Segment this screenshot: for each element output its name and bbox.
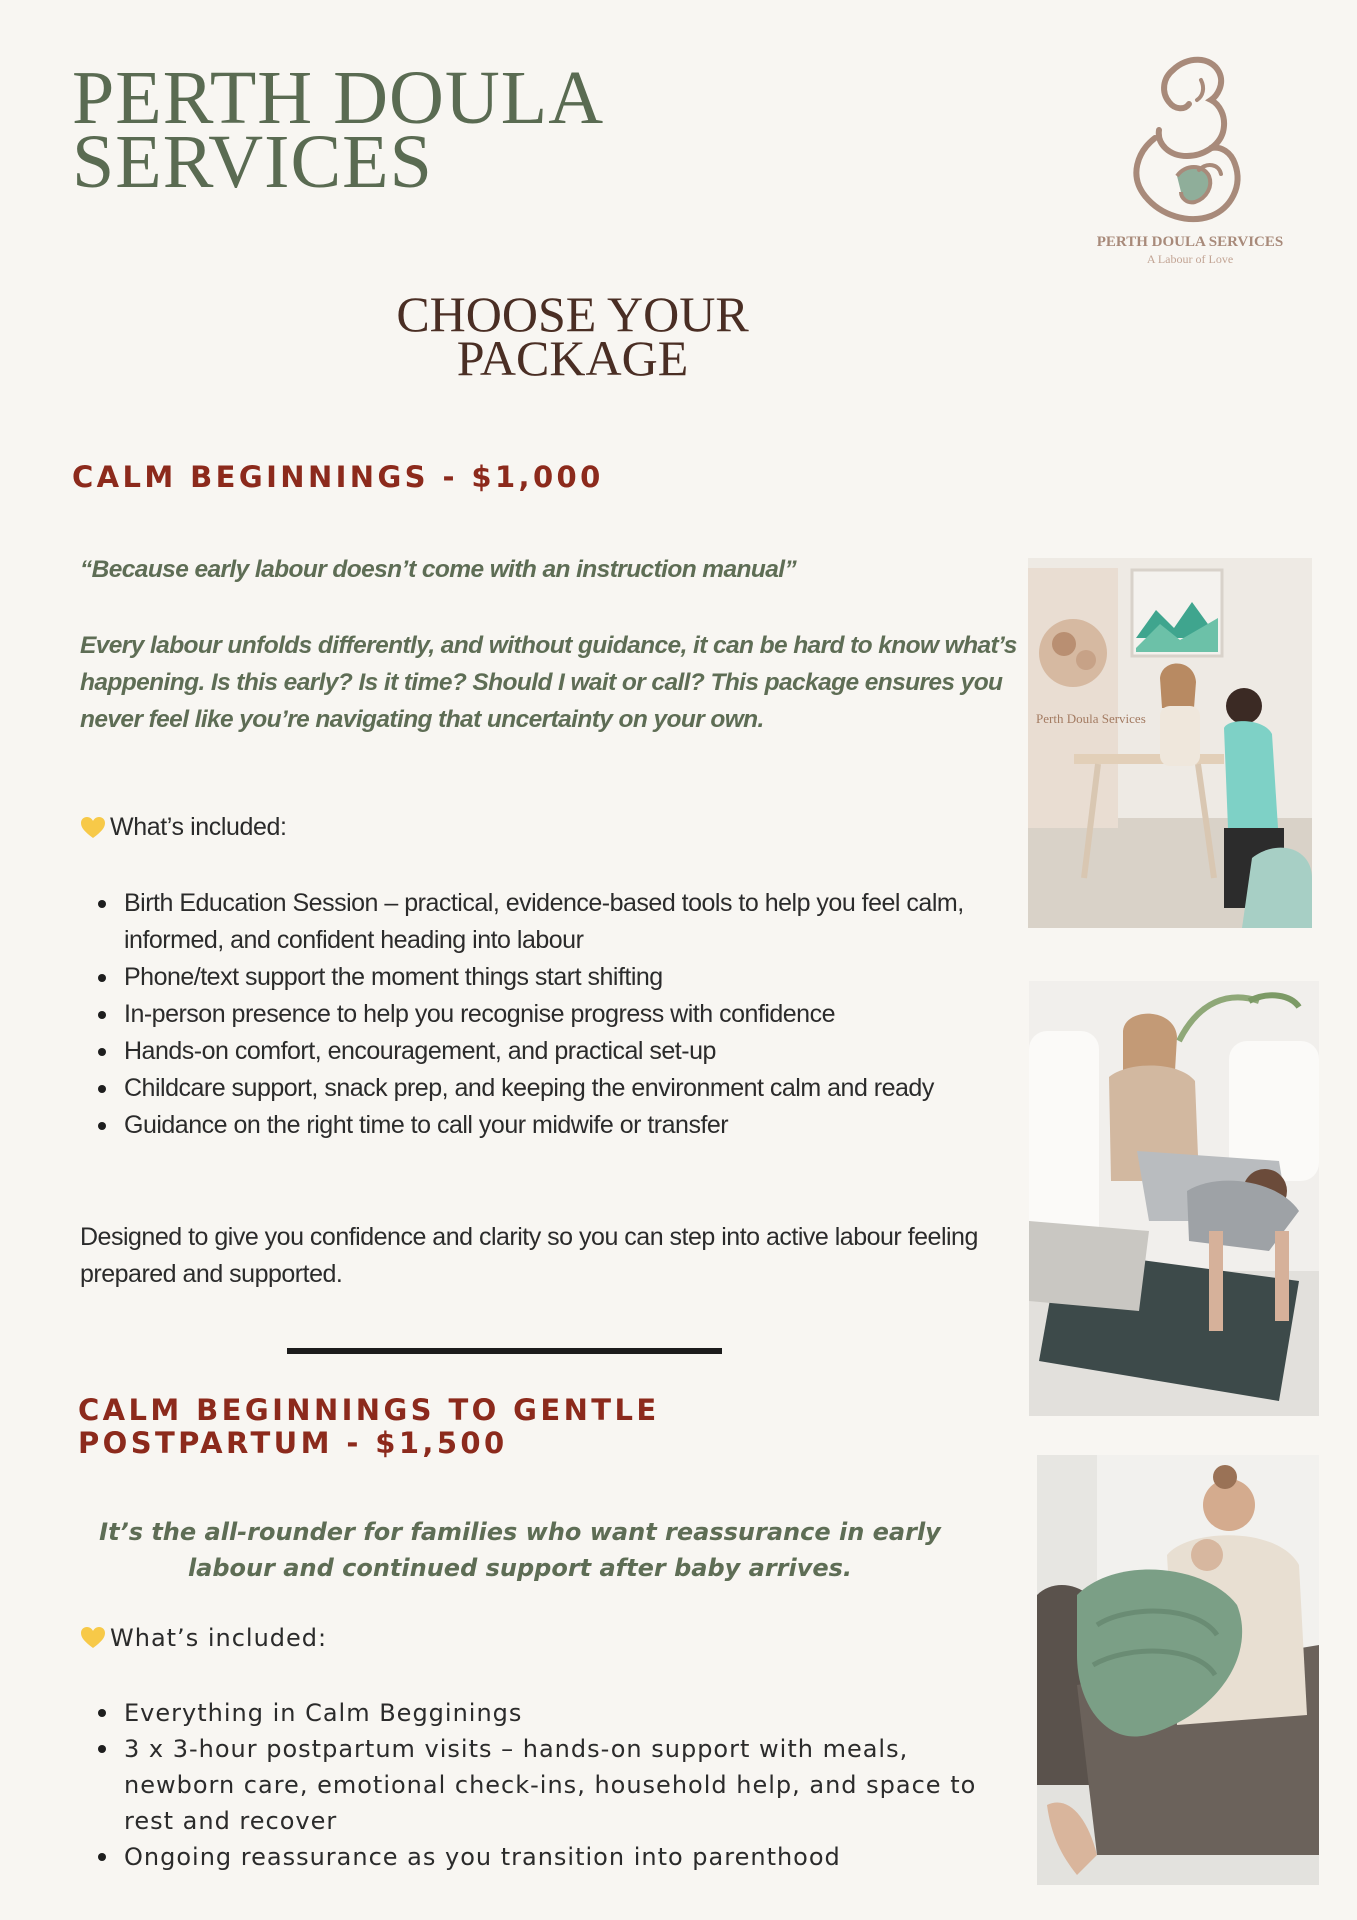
package1-heading: CALM BEGINNINGS - $1,000 [72,460,604,494]
photo-consultation [1028,558,1312,928]
list-item: Childcare support, snack prep, and keeping the environment calm and ready [80,1070,1020,1107]
package1-included-label: What’s included: [110,813,287,841]
package1-closing: Designed to give you confidence and clarity so you can step into active labour feeling prepared and supported. [80,1223,978,1288]
yellow-heart-icon [80,1625,106,1651]
list-item: Phone/text support the moment things start shifting [80,959,1020,996]
brand-title-line2: SERVICES [72,120,433,204]
brand-title-line1: PERTH DOULA [72,56,605,140]
mother-and-baby-icon [1115,52,1265,232]
package2-heading-line1: CALM BEGINNINGS TO GENTLE [78,1393,660,1427]
list-item: Everything in Calm Begginings [80,1695,980,1731]
photo-sign-text: Perth Doula Services [1036,711,1146,726]
package2-heading [78,1394,660,1460]
package1-included [80,813,287,842]
photo-labour-support [1029,981,1319,1416]
package1-list [80,885,1020,1144]
list-item: Guidance on the right time to call your midwife or transfer [80,1107,1020,1144]
page-heading-line2: PACKAGE [456,330,689,386]
page-heading-line1: CHOOSE YOUR [396,286,749,342]
package2-quote: It’s the all-rounder for families who want reassurance in early labour and continued support after baby arrives. [99,1518,941,1582]
page-heading [300,286,845,386]
package2-heading-line2: POSTPARTUM - $1,500 [78,1426,508,1460]
photo-postpartum [1037,1455,1319,1885]
package1-quote: “Because early labour doesn’t come with an instruction manual” [80,556,797,583]
list-item: In-person presence to help you recognise progress with confidence [80,996,1020,1033]
package2-included [80,1624,327,1652]
yellow-heart-icon [80,815,106,841]
list-item: Ongoing reassurance as you transition into parenthood [80,1839,980,1875]
package2-list [80,1695,980,1875]
logo-tagline: A Labour of Love [1146,252,1234,266]
list-item: Birth Education Session – practical, evidence-based tools to help you feel calm, informed, and confident heading into labour [80,885,1020,959]
section-divider [287,1348,722,1354]
list-item: Hands-on comfort, encouragement, and practical set-up [80,1033,1020,1070]
package1-intro: Every labour unfolds differently, and without guidance, it can be hard to know what’s happening. Is this early? Is it time? Should I wait or call? This package ensures you never feel like you’re navigating that uncertainty on your own. [80,632,1017,733]
logo [1070,52,1310,282]
package2-included-label: What’s included: [110,1624,328,1652]
logo-name: PERTH DOULA SERVICES [1096,234,1284,250]
list-item: 3 x 3-hour postpartum visits – hands-on support with meals, newborn care, emotional check-ins, household help, and space to rest and recover [80,1731,980,1839]
brand-title [72,56,792,204]
